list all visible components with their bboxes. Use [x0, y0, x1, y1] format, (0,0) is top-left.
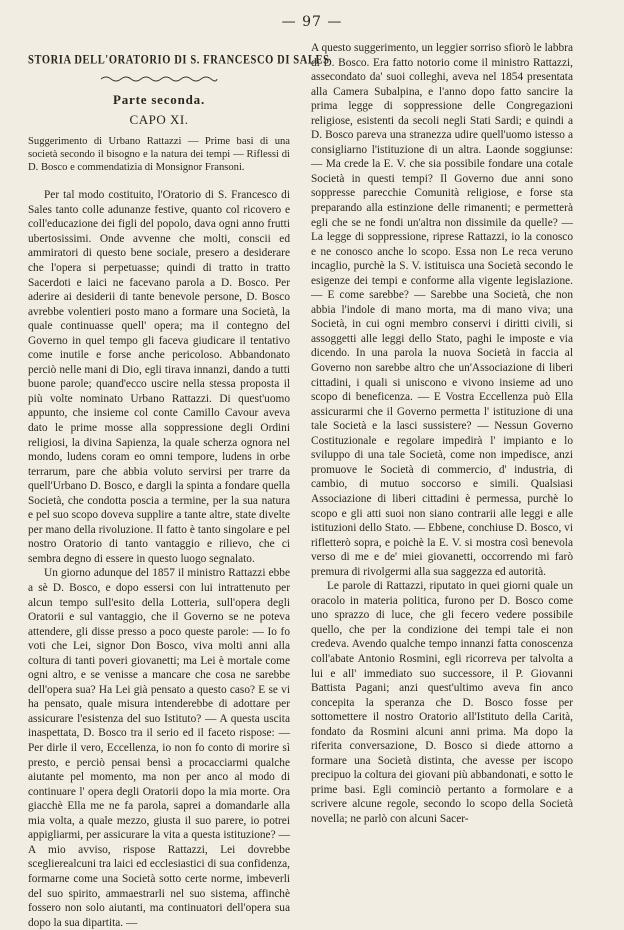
paragraph: A questo suggerimento, un leggier sorriso sfiorò le labbra di D. Bosco. Era fatto notorio come il ministro Rattazzi, assecondato da' suoi colleghi, aveva nel 1854 presentata alla Camera Subalpina, e l'anno dopo fatto sancire la prima legge di soppressione delle Congregazioni religiose, esistenti da secoli negli Stati Sardi; e quindi a D. Bosco pareva una stranezza udire quell'uomo istesso a consigliarno l'istituzione di un altra. Laonde soggiunse: — Ma crede la E. V. che sia possibile fondare una cotale Società in questi tempi? Il Governo due anni sono soppresse parecchie Comunità religiose, e forse sta preparando alla estinzione delle rimanenti; e permetterà egli che se ne fondi un'altra non dissimile da quelle? — La legge di soppressione, riprese Rattazzi, io la conosco e ne conosco anche lo scopo. Essa non Le reca veruno incaglio, purchè la S. V. istituisca una Società secondo le esigenze dei tempi e conforme alla vigente legislazione. — E come sarebbe? — Sarebbe una Società, che non abbia l'indole di mano morta, ma di mano viva; una Società, in cui ogni membro conservi i diritti civili, si assoggetti alle leggi dello Stato, paghi le imposte e via dicendo. In una parola la nuova Società in faccia al Governo non sarebbe altro che un'Associazione di liberi cittadini, i quali si uniscono e vivono insieme ad uno scopo di beneficenza. — E Vostra Eccellenza può Ella assicurarmi che il Governo permetta l' istituzione di una tale Società e la lasci sussistere? — Nessun Governo Costituzionale e regolare impedirà l' impianto e lo sviluppo di una tale Società, come non impedisce, anzi promuove le Società di commercio, d' industria, di cambio, di mutuo soccorso e simili. Qualsiasi Associazione di liberi cittadini è permessa, purchè lo scopo e gli atti suoi non siano contrarii alle leggi e alle istituzioni dello Stato. — Ebbene, conchiuse D. Bosco, vi rifletterò sopra, e poichè la E. V. si mostra così benevola verso di me e de' miei giovanetti, occorrendo mi farò premura di rivolgermi alla sua saggezza ed autorità.	[311, 42, 573, 578]
chapter-title: CAPO XI.	[129, 112, 189, 128]
running-header: STORIA DELL'ORATORIO DI S. FRANCESCO DI SALES	[28, 53, 330, 67]
part-title: Parte seconda.	[112, 91, 206, 107]
page-number: — 97 —	[281, 14, 343, 30]
paragraph: Per tal modo costituito, l'Oratorio di S. Francesco di Sales tanto colle adunanze festive, quanto col ricovero e coll'educazione dei figli del popolo, dava ogni anno frutti ubertosissimi. Onde avvenne che molti, conscii ed ammiratori di questo bene sociale, presero a desiderare che l'opera si perpetuasse; quindi di tratto in tratto Sacerdoti e laici ne facevano parola a D. Bosco. Per aderire ai desiderii di tante benevole persone, D. Bosco avrebbe volentieri posto mano a formare una Società, la quale continuasse quell' opera; ma il contegno del Governo in quel tempo gli faceva giudicare il tentativo come inutile e forse anche pericoloso. Abbandonato perciò nelle mani di Dio, egli tirava innanzi, dando a tutti buone parole; quand'ecco uscire nella stessa proposta il più volte nominato Urbano Rattazzi. Di quest'uomo appunto, che insieme col conte Camillo Cavour aveva dato le prime mosse alla soppressione degli Ordini religiosi, la divina Sapienza, la quale scherza ognora nel mondo, ludens coram eo omni tempore, ludens in orbe terrarum, pare che abbia voluto servirsi per trarre da quell'Urbano D. Bosco, e dargli la spinta a fondare quella Società, che condotta poscia a termine, per la sua natura e pel suo scopo doveva supplire a tante altre, state divelte per mano della rivoluzione. Il fatto è tanto singolare e pel nostro Oratorio di tanto vantaggio e rilievo, che ci sembra degno di essere in questo luogo segnalato.	[28, 189, 290, 565]
paragraph: Un giorno adunque del 1857 il ministro Rattazzi ebbe a sè D. Bosco, e dopo essersi con lui intrattenuto per alcun tempo sull'esito della Lotteria, sull'opera degli Oratorii e sul vantaggio, che il Governo se ne poteva attendere, gli disse presso a poco queste parole: — Io fo voti che Lei, signor Don Bosco, viva molti anni alla coltura di tanti poveri giovanetti; ma Lei è mortale come ogni altro, e se venisse a mancare che cosa ne sarebbe dell'opera sua? Ha Lei già pensato a questo caso? E se vi ha pensato, quale misura intenderebbe di adottare per assicurare l'esistenza del suo Istituto? — A questa uscita inaspettata, D. Bosco tra il serio ed il faceto rispose: — Per dirle il vero, Eccellenza, io non fo conto di morire sì presto, e perciò pensai bensì a procacciarmi qualche aiutante pel momento, ma non per anco al modo di continuare l' opera degli Oratorii dopo la mia morte. Ora giacchè Ella me ne fa parola, saprei a domandarle alla mia volta, a quale mezzo, giusta il suo parere, io potrei appigliarmi, per assicurare la vita a questa istituzione? — A mio avviso, rispose Rattazzi, Lei dovrebbe sceglierealcuni tra laici ed ecclesiastici di sua confidenza, formarne come una Società sotto certe norme, imbeverli del suo spirito, ammaestrarli nel suo sistema, affinchè fossero non solo aiutanti, ma continuatori dell'opera sua dopo la sua dipartita. —	[28, 567, 290, 929]
chapter-summary: Suggerimento di Urbano Rattazzi — Prime basi di una società secondo il bisogno e la natura dei tempi — Riflessi di D. Bosco e commendatizia di Monsignor Fransoni.	[28, 135, 290, 174]
wave-ornament-icon	[99, 75, 219, 83]
left-column	[28, 40, 330, 930]
paragraph: Le parole di Rattazzi, riputato in quei giorni quale un oracolo in materia politica, furono per D. Bosco come uno sprazzo di luce, che gli fecero vedere possibile quello, che per la condizione dei tempi tale ei non credeva. Avendo qualche tempo innanzi fatta conoscenza coll'abate Antonio Rosmini, egli ricorreva per talvolta a lui e all' immediato suo successore, il P. Giovanni Battista Pagani; anzi quest'ultimo aveva fin anco concepita la speranza che D. Bosco fosse per sottomettere il nostro Oratorio all'Istituto della Carità, fondato da Rosmini alcuni anni prima. Ma dopo la riferita conversazione, D. Bosco si diede attorno a formare una Società distinta, che avesse per iscopo precipuo la coltura dei giovani più abbandonati, e sotto le prime basi. Egli cominciò pertanto a formolare e a scrivere alcune regole, secondo lo scopo della Società novella; ne parlò con alcuni Sacer-	[311, 580, 573, 825]
right-column	[311, 41, 573, 827]
